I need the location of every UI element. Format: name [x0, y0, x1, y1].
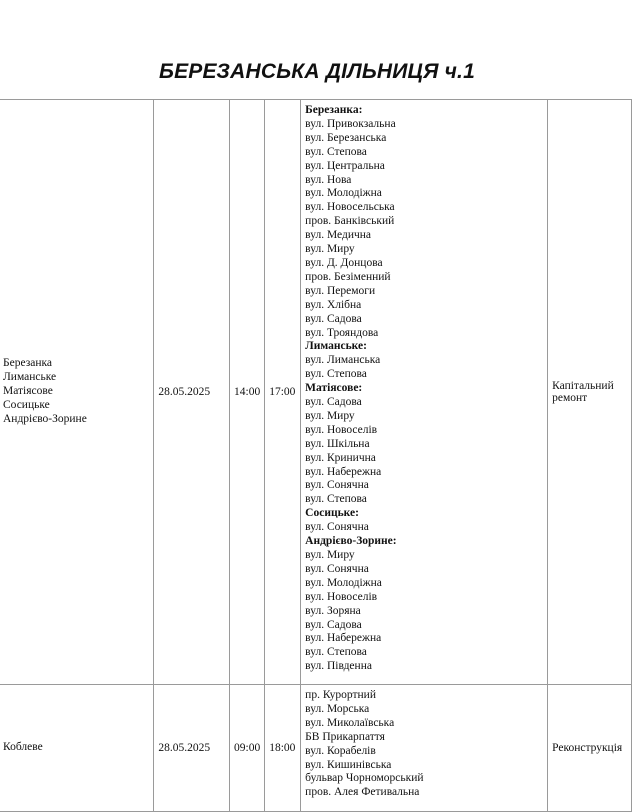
settlements-cell — [0, 685, 154, 812]
table-row — [0, 100, 632, 685]
street-item: вул. Нова — [305, 173, 352, 186]
street-item: вул. Степова — [305, 493, 367, 506]
date-cell: 28.05.2025 — [154, 100, 230, 685]
street-item: вул. Сонячна — [305, 479, 369, 492]
street-item: вул. Степова — [305, 145, 367, 158]
street-item: вул. Миру — [305, 243, 355, 256]
street-item: вул. Степова — [305, 368, 367, 381]
time-to-cell: 17:00 — [265, 100, 301, 685]
street-item: вул. Набережна — [305, 465, 382, 478]
settlement-name: Коблеве — [3, 741, 43, 754]
street-item: вул. Миколаївська — [305, 716, 395, 729]
street-item: вул. Садова — [305, 396, 362, 409]
streets-cell — [301, 100, 548, 685]
time-from-cell: 09:00 — [230, 685, 265, 812]
time-to-cell: 18:00 — [265, 685, 301, 812]
street-item: вул. Миру — [305, 549, 355, 561]
reason-cell: Капітальний ремонт — [548, 100, 632, 685]
street-item: вул. Кринична — [305, 451, 376, 464]
street-item: вул. Молодіжна — [305, 187, 382, 200]
settlement-heading: Андрієво-Зорине: — [305, 535, 397, 548]
outage-schedule-table — [0, 99, 632, 812]
streets-cell — [301, 685, 548, 812]
street-item: вул. Березанська — [305, 131, 387, 144]
street-item: вул. Морська — [305, 702, 370, 715]
street-item: вул. Садова — [305, 618, 362, 631]
street-item: вул. Шкільна — [305, 437, 370, 450]
street-item: вул. Кишинівська — [305, 758, 392, 771]
street-item: пров. Банківський — [305, 215, 395, 228]
street-item: вул. Трояндова — [305, 326, 379, 339]
settlement-name: Андрієво-Зорине — [3, 412, 87, 425]
street-item: вул. Новоселів — [305, 590, 378, 603]
settlement-name: Матіясове — [3, 385, 53, 398]
street-item: БВ Прикарпаття — [305, 730, 385, 743]
street-item: вул. Зоряна — [305, 604, 361, 617]
settlement-heading: Лиманське: — [305, 340, 367, 353]
settlement-heading: Березанка: — [305, 104, 363, 116]
settlement-heading: Сосицьке: — [305, 507, 359, 520]
time-from-cell: 14:00 — [230, 100, 265, 685]
street-item: пров. Безіменний — [305, 270, 391, 283]
settlement-heading: Матіясове: — [305, 382, 363, 395]
street-item: вул. Новосельська — [305, 201, 395, 214]
date-cell: 28.05.2025 — [154, 685, 230, 812]
street-item: вул. Медична — [305, 229, 372, 242]
street-item: вул. Садова — [305, 312, 362, 325]
page-title: БЕРЕЗАНСЬКА ДІЛЬНИЦЯ ч.1 — [159, 60, 475, 83]
settlements-cell — [0, 100, 154, 685]
street-item: вул. Привокзальна — [305, 117, 396, 130]
street-item: вул. Корабелів — [305, 744, 376, 757]
settlement-name: Березанка — [3, 357, 53, 370]
street-item: вул. Набережна — [305, 632, 382, 645]
street-item: вул. Лиманська — [305, 354, 381, 367]
settlement-name: Лиманське — [3, 371, 57, 384]
street-item: вул. Молодіжна — [305, 576, 382, 589]
street-item: вул. Сонячна — [305, 521, 369, 534]
street-item: вул. Центральна — [305, 159, 385, 172]
street-item: вул. Сонячна — [305, 562, 369, 575]
settlement-name: Сосицьке — [3, 398, 50, 411]
street-item: вул. Степова — [305, 646, 367, 659]
street-item: вул. Д. Донцова — [305, 256, 383, 269]
street-item: пров. Алея Фетивальна — [305, 786, 420, 799]
table-row — [0, 685, 632, 812]
street-item: вул. Миру — [305, 409, 355, 422]
street-item: пр. Курортний — [305, 689, 376, 701]
street-item: бульвар Чорноморський — [305, 772, 424, 785]
street-item: вул. Хлібна — [305, 298, 362, 311]
street-item: вул. Перемоги — [305, 284, 376, 297]
reason-cell: Реконструкція — [548, 685, 632, 812]
street-item: вул. Новоселів — [305, 423, 378, 436]
street-item: вул. Південна — [305, 660, 372, 673]
